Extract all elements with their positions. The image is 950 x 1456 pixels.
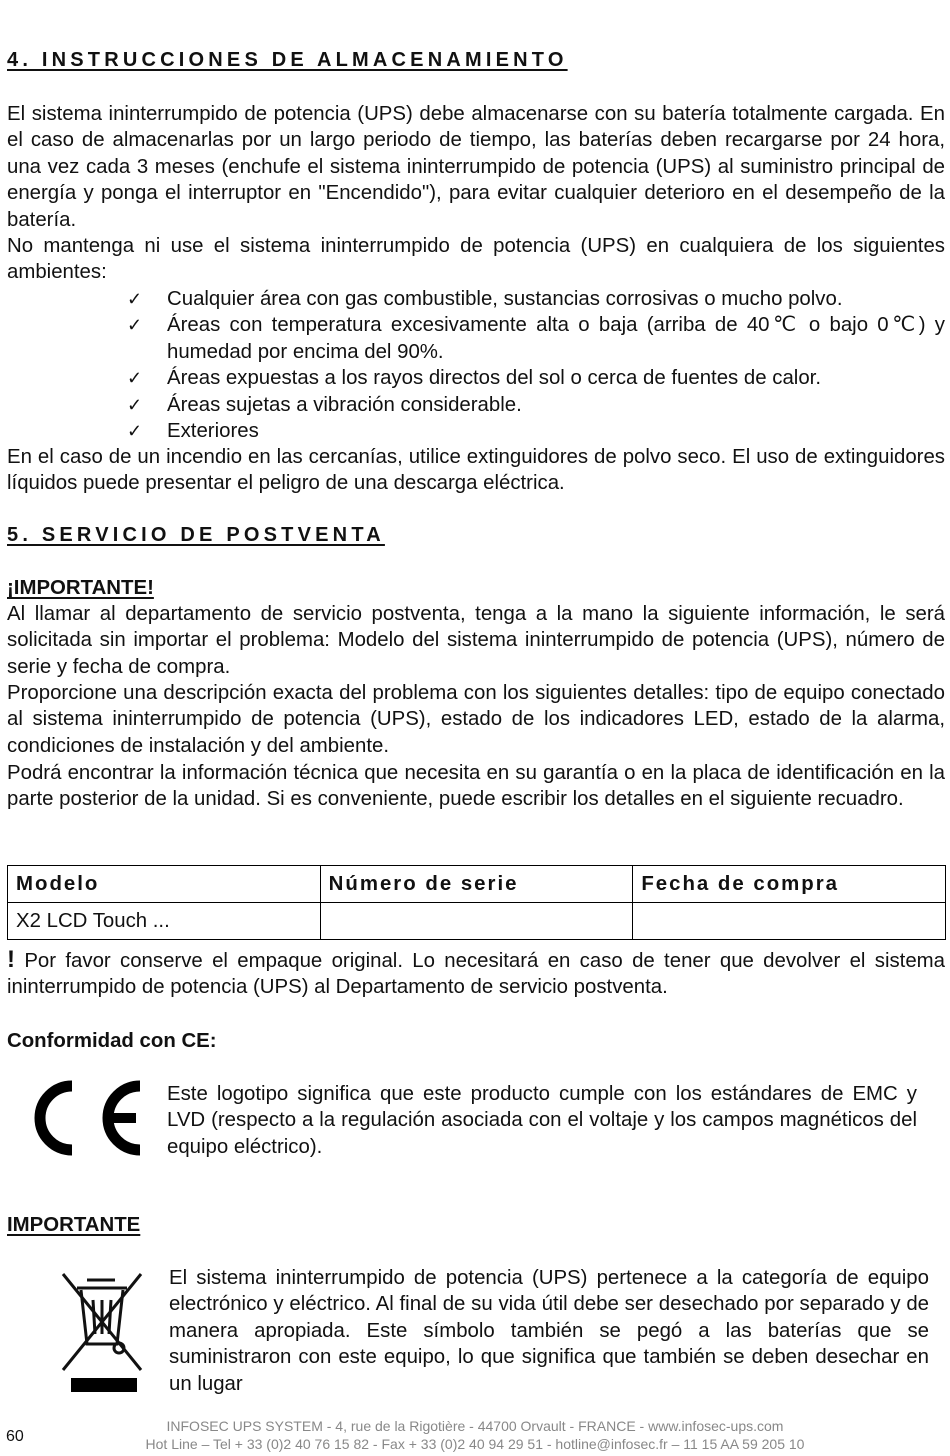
table-row <box>8 903 946 940</box>
list-item: ✓ Exteriores <box>127 418 945 444</box>
ce-description: Este logotipo significa que este producto cumple con los estándares de EMC y LVD (respecto a la regulación asociada con el voltaje y los campos magnéticos del equipo eléctrico). <box>167 1083 917 1158</box>
weee-heading: IMPORTANTE <box>7 1214 141 1236</box>
table-header-row <box>8 866 946 903</box>
page-number: 60 <box>6 1428 24 1445</box>
packaging-note <box>7 947 945 1001</box>
section-4-paragraph-3: En el caso de un incendio en las cercanías, utilice extinguidores de polvo seco. El uso de extinguidores líquidos puede presentar el peligro de una descarga eléctrica. <box>7 446 945 495</box>
table-header-cell: Fecha de compra <box>633 866 946 903</box>
footer-contact: Hot Line – Tel + 33 (0)2 40 76 15 82 - Fax + 33 (0)2 40 94 29 51 - hotline@infosec.fr – 11 15 AA 59 205 10 <box>145 1436 805 1452</box>
list-item: ✓ Áreas sujetas a vibración considerable. <box>127 392 945 418</box>
section-4-paragraph-1: El sistema ininterrumpido de potencia (UPS) debe almacenarse con su batería totalmente cargada. En el caso de almacenarlas por un largo periodo de tiempo, las baterías deben recargarse por 24 hora, una vez cada 3 meses (enchufe el sistema ininterrumpido de potencia (UPS) al suministro principal de energía y ponga el interruptor en "Encendido"), para evitar cualquier deterioro en el desempeño de la batería. <box>7 103 945 231</box>
checkmark-icon: ✓ <box>127 289 143 309</box>
ce-mark-icon <box>32 1080 152 1156</box>
footer-address: INFOSEC UPS SYSTEM - 4, rue de la Rigotière - 44700 Orvault - FRANCE - www.infosec-ups.com <box>166 1418 784 1434</box>
table-header-cell: Modelo <box>8 866 321 903</box>
table-cell: X2 LCD Touch ... <box>8 903 321 940</box>
section-5-paragraph-1: Al llamar al departamento de servicio postventa, tenga a la mano la siguiente información, le será solicitada sin importar el problema: Modelo del sistema ininterrumpido de potencia (UPS), número de serie y fecha de compra. <box>7 603 945 678</box>
section-4-paragraph-2: No mantenga ni use el sistema ininterrumpido de potencia (UPS) en cualquiera de los siguientes ambientes: <box>7 235 945 284</box>
weee-description: El sistema ininterrumpido de potencia (UPS) pertenece a la categoría de equipo electrónico y eléctrico. Al final de su vida útil debe ser desechado por separado y de manera apropiada. Este símbolo también se pegó a las baterías que se suministraron con este equipo, lo que significa que también se deben desechar en un lugar <box>169 1267 929 1395</box>
important-label: ¡IMPORTANTE! <box>7 577 154 599</box>
checkmark-icon: ✓ <box>127 421 143 442</box>
section-5-title: 5. SERVICIO DE POSTVENTA <box>7 524 385 546</box>
packaging-note-text: Por favor conserve el empaque original. Lo necesitará en caso de tener que devolver el sistema ininterrumpido de potencia (UPS) al Departamento de servicio postventa. <box>7 950 946 999</box>
table-header-cell: Número de serie <box>320 866 633 903</box>
section-5-paragraph-3: Podrá encontrar la información técnica que necesita en su garantía o en la placa de identificación en la parte posterior de la unidad. Si es conveniente, puede escribir los detalles en el siguiente recuadro. <box>7 762 945 811</box>
checkmark-icon: ✓ <box>127 315 143 336</box>
product-info-table <box>7 865 946 940</box>
list-item: ✓ Áreas con temperatura excesivamente alta o baja (arriba de 40℃ o bajo 0℃) y humedad por encima del 90%. <box>127 314 945 363</box>
environment-list <box>127 286 945 444</box>
list-item: ✓ Cualquier área con gas combustible, sustancias corrosivas o mucho polvo. <box>127 286 945 312</box>
table-cell <box>633 903 946 940</box>
section-4-title: 4. INSTRUCCIONES DE ALMACENAMIENTO <box>7 49 568 71</box>
ce-heading: Conformidad con CE: <box>7 1030 217 1052</box>
checkmark-icon: ✓ <box>127 394 143 415</box>
checkmark-icon: ✓ <box>127 368 143 389</box>
list-item: ✓ Áreas expuestas a los rayos directos del sol o cerca de fuentes de calor. <box>127 365 945 391</box>
table-cell <box>320 903 633 940</box>
exclamation-icon: ! <box>7 946 15 973</box>
section-5-paragraph-2: Proporcione una descripción exacta del problema con los siguientes detalles: tipo de equipo conectado al sistema ininterrumpido de potencia (UPS), estado de los indicadores LED, estado de la alarma, condiciones de instalación y del ambiente. <box>7 682 945 757</box>
crossed-out-wheelie-bin-icon <box>57 1270 147 1396</box>
